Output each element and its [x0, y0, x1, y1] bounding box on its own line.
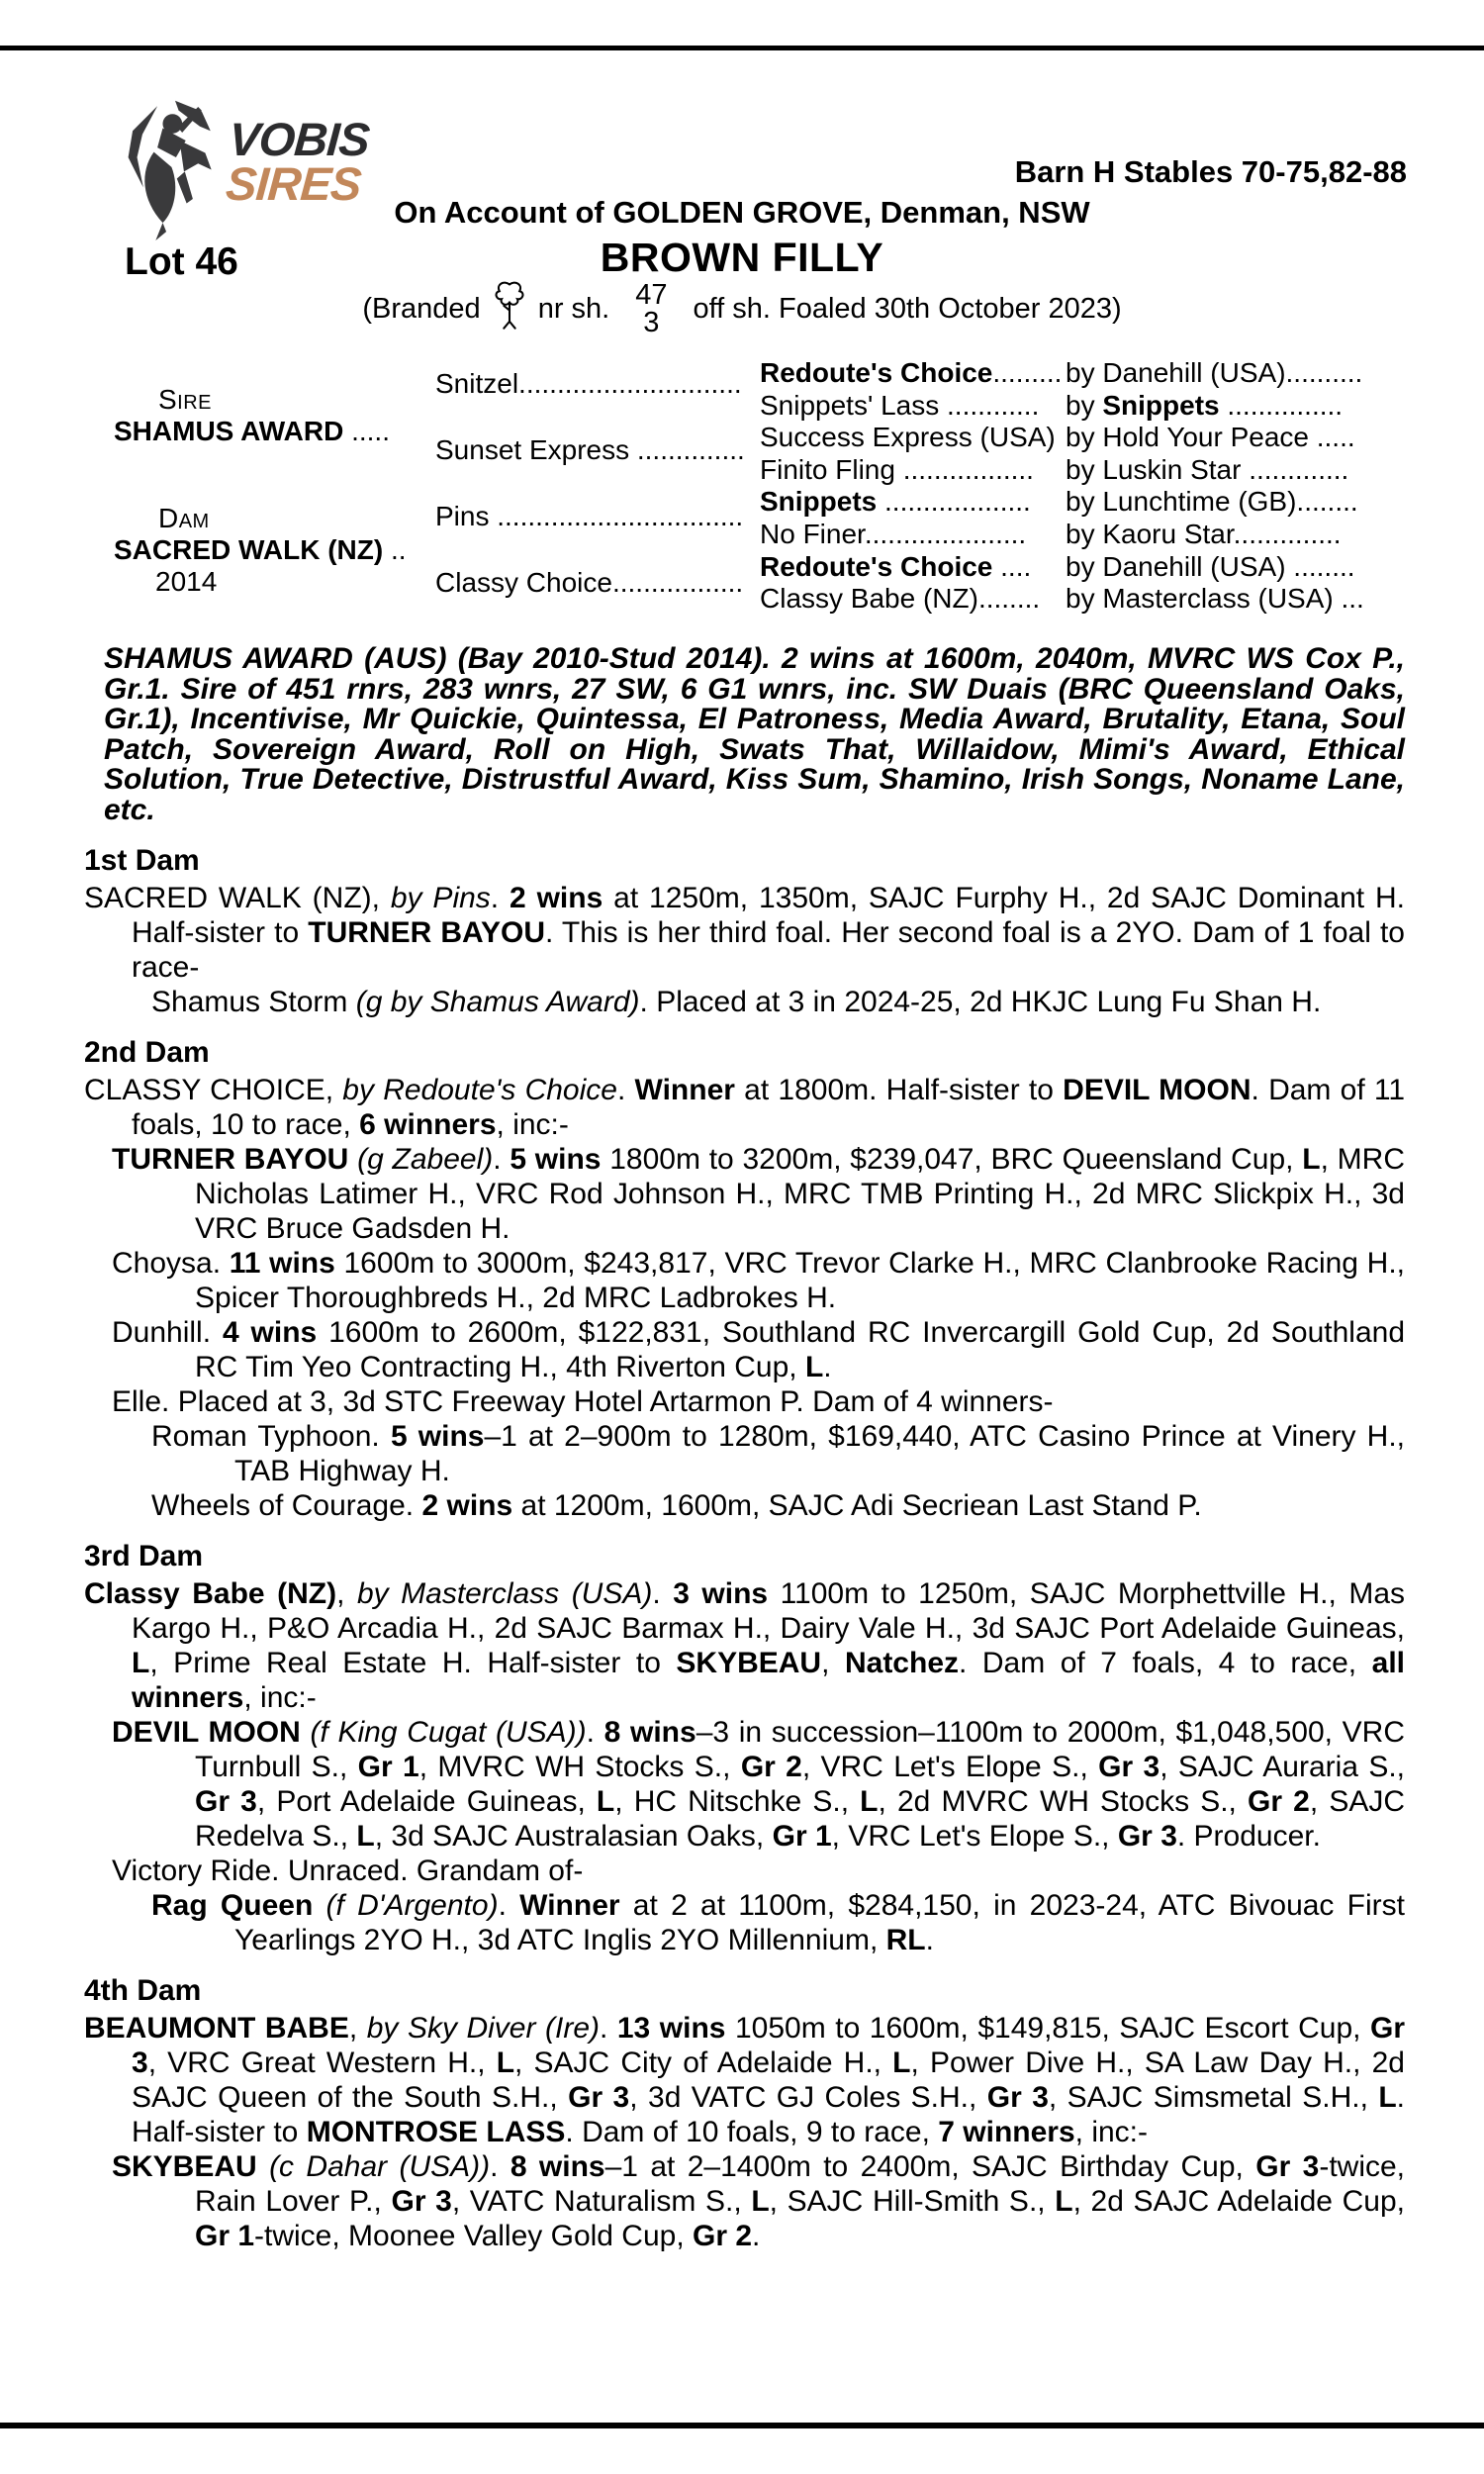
- pedigree-horse-name: Finito Fling .................: [760, 453, 1034, 485]
- pedigree-entry: Dunhill. 4 wins 1600m to 2600m, $122,831, Southland RC Invercargill Gold Cup, 2d Southland RC Tim Yeo Contracting H., 4th Riverton Cup, L.: [112, 1316, 1406, 1383]
- pedigree-row: [760, 422, 1405, 454]
- pedigree-row: [760, 519, 1405, 551]
- sire-summary: SHAMUS AWARD (AUS) (Bay 2010-Stud 2014). 2 wins at 1600m, 2040m, MVRC WS Cox P., Gr.1. Sire of 451 rnrs, 283 wnrs, 27 SW, 6 G1 wnrs, inc. SW Duais (BRC Queensland Oaks, Gr.1), Incentivise, Mr Quickie, Quintessa, El Patroness, Media Award, Brutality, Etana, Soul Patch, Sovereign Award, Roll on High, Swats That, Willaidow, Mimi's Award, Ethical Solution, True Detective, Distrustful Award, Kiss Sum, Shamino, Irish Songs, Noname Lane, etc.: [104, 642, 1405, 826]
- logo-wordmark-line1: VOBIS: [227, 113, 371, 165]
- pedigree-entry: Classy Babe (NZ), by Masterclass (USA). 3 wins 1100m to 1250m, SAJC Morphettville H., Mas Kargo H., P&O Arcadia H., 2d SAJC Barmax H., Dairy Vale H., 3d SAJC Port Adelaide Guineas, L, Prime Real Estate H. Half-sister to SKYBEAU, Natchez. Dam of 7 foals, 4 to race, all winners, inc:-: [84, 1577, 1406, 1714]
- brand-mark-icon: [493, 280, 526, 332]
- pedigree-horse-name: Snippets ...................: [760, 486, 1031, 518]
- section-heading: 1st Dam: [84, 844, 200, 877]
- pedigree-entry: DEVIL MOON (f King Cugat (USA)). 8 wins–3 in succession–1100m to 2000m, $1,048,500, VRC Turnbull S., Gr 1, MVRC WH Stocks S., Gr 2, VRC Let's Elope S., Gr 3, SAJC Auraria S., Gr 3, Port Adelaide Guineas, L, HC Nitschke S., L, 2d MVRC WH Stocks S., Gr 2, SAJC Redelva S., L, 3d SAJC Australasian Oaks, Gr 1, VRC Let's Elope S., Gr 3. Producer.: [112, 1716, 1406, 1853]
- logo-wordmark-line2: SIRES: [224, 157, 363, 211]
- branded-line: [0, 279, 1484, 338]
- sire-label: Sire: [158, 384, 213, 415]
- pedigree-gen3: [760, 357, 1405, 616]
- horse-title: BROWN FILLY: [600, 235, 884, 280]
- pedigree-entry: TURNER BAYOU (g Zabeel). 5 wins 1800m to 3200m, $239,047, BRC Queensland Cup, L, MRC Nicholas Latimer H., VRC Rod Johnson H., MRC TMB Printing H., 2d MRC Slickpix H., 3d VRC Bruce Gadsden H.: [112, 1143, 1406, 1245]
- pedigree-entry: Victory Ride. Unraced. Grandam of-: [112, 1855, 584, 1887]
- pedigree-entry: Elle. Placed at 3, 3d STC Freeway Hotel Artarmon P. Dam of 4 winners-: [112, 1385, 1054, 1418]
- brand-number: [635, 279, 668, 338]
- pedigree-entry: Rag Queen (f D'Argento). Winner at 2 at 1100m, $284,150, in 2023-24, ATC Bivouac First Yearlings 2YO H., 3d ATC Inglis 2YO Millennium, RL.: [151, 1889, 1405, 1956]
- pedigree-entry: CLASSY CHOICE, by Redoute's Choice. Winner at 1800m. Half-sister to DEVIL MOON. Dam of 11 foals, 10 to race, 6 winners, inc:-: [84, 1074, 1406, 1141]
- pedigree-sire-of: by Danehill (USA)..........: [1066, 357, 1363, 388]
- pedigree-entry: Shamus Storm (g by Shamus Award). Placed at 3 in 2024-25, 2d HKJC Lung Fu Shan H.: [151, 986, 1322, 1018]
- sire-name: SHAMUS AWARD .....: [114, 416, 390, 446]
- vobis-sires-logo: [224, 113, 371, 211]
- dam-year: 2014: [155, 566, 218, 597]
- branded-suffix: off sh. Foaled 30th October 2023): [693, 293, 1122, 326]
- pedigree-horse-name: Classy Babe (NZ)........: [760, 583, 1041, 615]
- pedigree-sire-of: by Masterclass (USA) ...: [1066, 583, 1364, 615]
- pedigree-gen2-item: Sunset Express ..............: [435, 434, 745, 465]
- pedigree-horse-name: Redoute's Choice.........: [760, 357, 1063, 388]
- pedigree-sire-of: by Danehill (USA) ........: [1066, 550, 1355, 582]
- pedigree-sire-of: by Lunchtime (GB)........: [1066, 486, 1358, 518]
- pedigree-table: [84, 354, 1405, 623]
- pedigree-entry: Roman Typhoon. 5 wins–1 at 2–900m to 1280m, $169,440, ATC Casino Prince at Vinery H., TAB Highway H.: [151, 1420, 1406, 1487]
- pedigree-gen2-item: Classy Choice.................: [435, 567, 744, 598]
- pedigree-entry: SACRED WALK (NZ), by Pins. 2 wins at 1250m, 1350m, SAJC Furphy H., 2d SAJC Dominant H. Half-sister to TURNER BAYOU. This is her third foal. Her second foal is a 2YO. Dam of 1 foal to race-: [84, 882, 1405, 984]
- dam-sections: [84, 843, 1405, 2253]
- bottom-rule: [0, 2423, 1484, 2428]
- section-heading: 3rd Dam: [84, 1540, 204, 1572]
- account-line: On Account of GOLDEN GROVE, Denman, NSW: [394, 195, 1090, 230]
- pedigree-sire-of: by Hold Your Peace .....: [1066, 422, 1355, 453]
- section-heading: 4th Dam: [84, 1974, 202, 2007]
- pedigree-horse-name: Success Express (USA): [760, 422, 1056, 453]
- pedigree-entry: Choysa. 11 wins 1600m to 3000m, $243,817, VRC Trevor Clarke H., MRC Clanbrooke Racing H., Spicer Thoroughbreds H., 2d MRC Ladbrokes H.: [112, 1247, 1406, 1314]
- brand-number-top: 47: [635, 279, 668, 311]
- brand-number-bottom: 3: [643, 306, 660, 338]
- pedigree-horse-name: Snippets' Lass ............: [760, 389, 1040, 421]
- pedigree-sire-of: by Snippets ...............: [1066, 389, 1344, 421]
- section-heading: 2nd Dam: [84, 1036, 210, 1069]
- barn-line: Barn H Stables 70-75,82-88: [1014, 154, 1407, 189]
- pedigree-gen2-item: Snitzel.............................: [435, 368, 742, 399]
- pedigree-entry: BEAUMONT BABE, by Sky Diver (Ire). 13 wins 1050m to 1600m, $149,815, SAJC Escort Cup, Gr 3, VRC Great Western H., L, SAJC City of Adelaide H., L, Power Dive H., SA Law Day H., 2d SAJC Queen of the South S.H., Gr 3, 3d VATC GJ Coles S.H., Gr 3, SAJC Simsmetal S.H., L. Half-sister to MONTROSE LASS. Dam of 10 foals, 9 to race, 7 winners, inc:-: [84, 2012, 1406, 2148]
- pedigree-entry: Wheels of Courage. 2 wins at 1200m, 1600m, SAJC Adi Secriean Last Stand P.: [151, 1489, 1202, 1522]
- pedigree-entry: SKYBEAU (c Dahar (USA)). 8 wins–1 at 2–1400m to 2400m, SAJC Birthday Cup, Gr 3-twice, Rain Lover P., Gr 3, VATC Naturalism S., L, SAJC Hill-Smith S., L, 2d SAJC Adelaide Cup, Gr 1-twice, Moonee Valley Gold Cup, Gr 2.: [112, 2150, 1406, 2252]
- pedigree-row: [760, 390, 1405, 423]
- pedigree-horse-name: No Finer.....................: [760, 518, 1027, 549]
- pedigree-row: [760, 551, 1405, 584]
- pedigree-text: [84, 638, 1405, 2253]
- pedigree-sire-of: by Luskin Star .............: [1066, 453, 1349, 485]
- branded-near-side: nr sh.: [537, 293, 610, 326]
- pedigree-row: [760, 454, 1405, 487]
- dam-name: SACRED WALK (NZ) ..: [114, 534, 407, 565]
- pedigree-gen2-item: Pins ................................: [435, 501, 744, 531]
- pedigree-sire-of: by Kaoru Star..............: [1066, 518, 1342, 549]
- pedigree-row: [760, 583, 1405, 616]
- dam-label: Dam: [158, 503, 210, 533]
- pedigree-horse-name: Redoute's Choice ....: [760, 550, 1032, 582]
- pedigree-row: [760, 357, 1405, 390]
- lot-number: Lot 46: [125, 240, 238, 283]
- top-rule: [0, 46, 1484, 50]
- branded-prefix: (Branded: [362, 293, 481, 326]
- pedigree-row: [760, 486, 1405, 519]
